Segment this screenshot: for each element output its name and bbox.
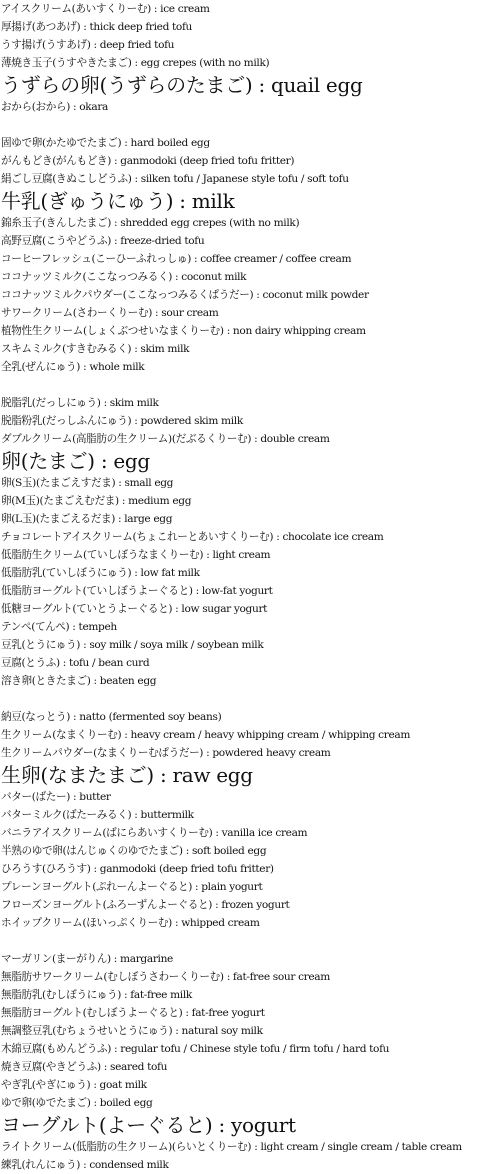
vocab-entry: 無調整豆乳(むちょうせいとうにゅう) : natural soy milk	[1, 1025, 263, 1037]
vocab-entry: 薄焼き玉子(うすやきたまご) : egg crepes (with no milk)	[1, 57, 270, 69]
vocab-entry: がんもどき(がんもどき) : ganmodoki (deep fried tofu fritter)	[1, 155, 295, 167]
vocab-entry: ゆで卵(ゆでたまご) : boiled egg	[1, 1097, 153, 1109]
vocab-section	[1, 134, 490, 376]
vocab-entry: 高野豆腐(こうやどうふ) : freeze-dried tofu	[1, 235, 205, 247]
vocab-entry: 焼き豆腐(やきどうふ) : seared tofu	[1, 1061, 168, 1073]
vocab-entry: 植物性生クリーム(しょくぶつせいなまくりーむ) : non dairy whipping cream	[1, 325, 366, 337]
vocab-entry: サワークリーム(さわーくりーむ) : sour cream	[1, 307, 219, 319]
section-gap	[1, 376, 490, 394]
vocab-entry: バター(ばたー) : butter	[1, 791, 111, 803]
vocab-entry: ココナッツミルク(ここなっつみるく) : coconut milk	[1, 271, 247, 283]
vocab-entry: 無脂肪乳(むしぼうにゅう) : fat-free milk	[1, 989, 192, 1001]
vocab-entry: 卵(L玉)(たまごえるだま) : large egg	[1, 513, 173, 525]
vocab-entry: 脱脂粉乳(だっしふんにゅう) : powdered skim milk	[1, 415, 243, 427]
vocab-section	[1, 0, 490, 116]
vocab-entry: 低脂肪乳(ていしぼうにゅう) : low fat milk	[1, 567, 200, 579]
vocab-section	[1, 950, 490, 1174]
vocab-entry: 厚揚げ(あつあげ) : thick deep fried tofu	[1, 21, 193, 33]
vocab-entry: ライトクリーム(低脂肪の生クリーム)(らいとくりーむ) : light cream / single cream / table cream	[1, 1141, 462, 1153]
vocab-entry: フローズンヨーグルト(ふろーずんよーぐると) : frozen yogurt	[1, 899, 290, 911]
vocab-entry: ひろうす(ひろうす) : ganmodoki (deep fried tofu fritter)	[1, 863, 274, 875]
vocab-entry: 固ゆで卵(かたゆでたまご) : hard boiled egg	[1, 137, 210, 149]
section-gap	[1, 690, 490, 708]
vocab-entry: 低脂肪ヨーグルト(ていしぼうよーぐると) : low-fat yogurt	[1, 585, 273, 597]
vocab-entry: ココナッツミルクパウダー(ここなっつみるくぱうだー) : coconut milk powder	[1, 289, 369, 301]
vocab-entry: おから(おから) : okara	[1, 101, 109, 113]
vocab-entry: 生クリームパウダー(なまくりーむぱうだー) : powdered heavy cream	[1, 747, 331, 759]
vocab-entry: 卵(M玉)(たまごえむだま) : medium egg	[1, 495, 192, 507]
vocab-entry: 練乳(れんにゅう) : condensed milk	[1, 1159, 169, 1171]
vocab-entry: やぎ乳(やぎにゅう) : goat milk	[1, 1079, 147, 1091]
vocab-entry: ダブルクリーム(高脂肪の生クリーム)(だぶるくりーむ) : double cream	[1, 433, 330, 445]
vocab-entry: コーヒーフレッシュ(こーひーふれっしゅ) : coffee creamer / coffee cream	[1, 253, 352, 265]
vocab-entry: 低糖ヨーグルト(ていとうよーぐると) : low sugar yogurt	[1, 603, 268, 615]
vocab-entry: バニラアイスクリーム(ばにらあいすくりーむ) : vanilla ice cream	[1, 827, 308, 839]
vocab-entry: 豆乳(とうにゅう) : soy milk / soya milk / soybean milk	[1, 639, 264, 651]
vocab-entry: 脱脂乳(だっしにゅう) : skim milk	[1, 397, 159, 409]
section-gap	[1, 116, 490, 134]
vocab-entry: 豆腐(とうふ) : tofu / bean curd	[1, 657, 150, 669]
vocab-entry-highlight: 生卵(なまたまご) : raw egg	[1, 763, 253, 787]
vocab-entry: 溶き卵(ときたまご) : beaten egg	[1, 675, 157, 687]
section-gap	[1, 932, 490, 950]
vocab-entry: テンペ(てんぺ) : tempeh	[1, 621, 117, 633]
vocab-section	[1, 708, 490, 932]
vocab-entry-highlight: ヨーグルト(よーぐると) : yogurt	[1, 1113, 296, 1137]
vocab-entry: スキムミルク(すきむみるく) : skim milk	[1, 343, 190, 355]
vocab-entry: 無脂肪サワークリーム(むしぼうさわーくりーむ) : fat-free sour cream	[1, 971, 330, 983]
vocab-entry: チョコレートアイスクリーム(ちょこれーとあいすくりーむ) : chocolate ice cream	[1, 531, 384, 543]
vocab-entry-highlight: 牛乳(ぎゅうにゅう) : milk	[1, 189, 235, 213]
vocab-entry: 納豆(なっとう) : natto (fermented soy beans)	[1, 711, 222, 723]
vocab-entry: 生クリーム(なまくりーむ) : heavy cream / heavy whipping cream / whipping cream	[1, 729, 411, 741]
vocab-entry-highlight: 卵(たまご) : egg	[1, 449, 150, 473]
vocab-entry: うす揚げ(うすあげ) : deep fried tofu	[1, 39, 175, 51]
vocab-section	[1, 394, 490, 690]
vocab-entry: アイスクリーム(あいすくりーむ) : ice cream	[1, 3, 210, 15]
vocab-entry: ホイップクリーム(ほいっぷくりーむ) : whipped cream	[1, 917, 260, 929]
vocab-entry: 低脂肪生クリーム(ていしぼうなまくりーむ) : light cream	[1, 549, 271, 561]
vocab-entry: 半熟のゆで卵(はんじゅくのゆでたまご) : soft boiled egg	[1, 845, 267, 857]
vocab-entry: 無脂肪ヨーグルト(むしぼうよーぐると) : fat-free yogurt	[1, 1007, 265, 1019]
vocab-entry: プレーンヨーグルト(ぷれーんよーぐると) : plain yogurt	[1, 881, 263, 893]
vocab-entry: バターミルク(ばたーみるく) : buttermilk	[1, 809, 194, 821]
vocab-entry: 錦糸玉子(きんしたまご) : shredded egg crepes (with no milk)	[1, 217, 300, 229]
vocab-entry: 絹ごし豆腐(きぬこしどうふ) : silken tofu / Japanese style tofu / soft tofu	[1, 173, 349, 185]
vocab-entry: 卵(S玉)(たまごえすだま) : small egg	[1, 477, 174, 489]
vocab-entry: 全乳(ぜんにゅう) : whole milk	[1, 361, 145, 373]
vocab-entry-highlight: うずらの卵(うずらのたまご) : quail egg	[1, 73, 363, 97]
vocab-entry: 木綿豆腐(もめんどうふ) : regular tofu / Chinese style tofu / firm tofu / hard tofu	[1, 1043, 390, 1055]
vocab-entry: マーガリン(まーがりん) : margarine	[1, 953, 173, 965]
